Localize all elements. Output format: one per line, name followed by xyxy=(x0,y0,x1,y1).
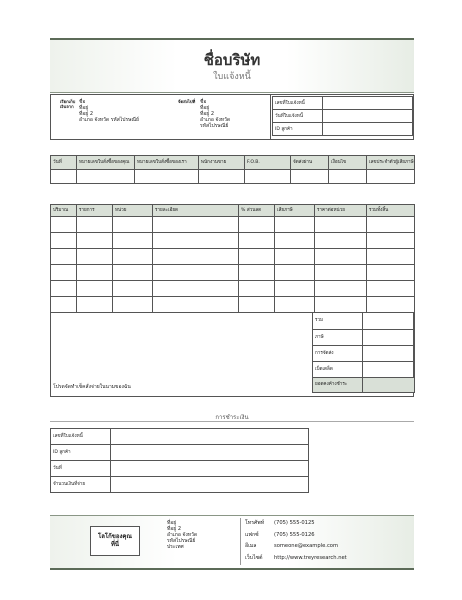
table-row xyxy=(51,281,415,297)
document-title: ใบแจ้งหนี้ xyxy=(213,72,251,82)
bill-to-line: ที่อยู่ xyxy=(79,105,89,111)
order-header: F.O.B. xyxy=(245,156,291,170)
totals-table xyxy=(312,313,415,393)
items-header: % ส่วนลด xyxy=(239,205,275,217)
items-header: รวมทั้งสิ้น xyxy=(367,205,415,217)
ship-to-label: จัดส่งไปที่ xyxy=(178,99,196,104)
table-row xyxy=(51,217,415,233)
order-cell[interactable] xyxy=(329,170,367,184)
email-value[interactable]: someone@example.com xyxy=(274,543,339,549)
items-header: รายการ xyxy=(77,205,113,217)
customer-id-label: ID ลูกค้า xyxy=(273,123,323,136)
items-header: ปริมาณ xyxy=(51,205,77,217)
ship-to-line: รหัสไปรษณีย์ xyxy=(200,123,229,129)
invoice-date-label: วันที่ใบแจ้งหนี้ xyxy=(273,110,323,123)
shipping-label: การจัดส่ง xyxy=(313,345,363,361)
tax-value[interactable] xyxy=(363,329,415,345)
logo-text: โลโก้ของคุณที่นี่ xyxy=(98,533,132,548)
order-header: หมายเลขใบสั่งซื้อของเรา xyxy=(135,156,199,170)
ship-to-line: อำเภอ จังหวัด xyxy=(200,117,231,123)
order-header: เลขประจำตัวผู้เสียภาษี xyxy=(367,156,415,170)
website-value[interactable]: http://www.treyresearch.net xyxy=(274,554,347,561)
footer-divider xyxy=(240,518,241,565)
items-header: รายละเอียด xyxy=(153,205,239,217)
payment-table xyxy=(50,428,309,493)
footer-address-line: ที่อยู่ xyxy=(167,520,177,526)
table-row xyxy=(51,265,415,281)
order-header: พนักงานขาย xyxy=(199,156,245,170)
order-table xyxy=(50,155,415,184)
fax-row xyxy=(245,530,347,542)
payable-note: โปรดจัดทำเช็คสั่งจ่ายในนามของฉัน xyxy=(53,384,131,390)
invoice-number-value[interactable] xyxy=(323,97,413,110)
payment-invoice-value[interactable] xyxy=(111,429,309,445)
invoice-date-value[interactable] xyxy=(323,110,413,123)
order-cell[interactable] xyxy=(77,170,135,184)
order-cell[interactable] xyxy=(199,170,245,184)
footer-address-line: ประเทศ xyxy=(167,544,184,550)
table-row xyxy=(51,233,415,249)
table-row xyxy=(51,297,415,313)
order-cell[interactable] xyxy=(367,170,415,184)
invoice-info-table xyxy=(272,96,413,136)
tax-label: ภาษี xyxy=(313,329,363,345)
bill-to-line: ที่อยู่ 2 xyxy=(79,111,93,117)
footer-address-line: ที่อยู่ 2 xyxy=(167,526,181,532)
customer-id-value[interactable] xyxy=(323,123,413,136)
table-row xyxy=(51,249,415,265)
invoice-page xyxy=(50,38,414,568)
order-cell[interactable] xyxy=(291,170,329,184)
ship-to-line: ที่อยู่ 2 xyxy=(200,111,214,117)
order-header: หมายเลขใบสั่งซื้อของคุณ xyxy=(77,156,135,170)
phone-value: (705) 555-0125 xyxy=(274,520,315,526)
company-name: ชื่อบริษัท xyxy=(203,51,261,69)
balance-due-label: ยอดคงค้างชำระ xyxy=(313,377,363,392)
misc-value[interactable] xyxy=(363,361,415,377)
subtotal-value[interactable] xyxy=(363,313,415,329)
items-header: เสียภาษี xyxy=(275,205,315,217)
order-cell[interactable] xyxy=(51,170,77,184)
payment-customer-label: ID ลูกค้า xyxy=(51,445,111,461)
invoice-number-label: เลขที่ใบแจ้งหนี้ xyxy=(273,97,323,110)
bill-to-line: อำเภอ จังหวัด รหัสไปรษณีย์ xyxy=(79,117,139,123)
order-header: วันที่ xyxy=(51,156,77,170)
payment-invoice-label: เลขที่ใบแจ้งหนี้ xyxy=(51,429,111,445)
ship-to-line: ที่อยู่ xyxy=(200,105,210,111)
footer-address xyxy=(167,520,197,550)
payment-amount-label: จำนวนเงินที่จ่าย xyxy=(51,477,111,493)
fax-value: (705) 555-0126 xyxy=(274,531,315,538)
balance-due-value[interactable] xyxy=(363,377,415,392)
payment-customer-value[interactable] xyxy=(111,445,309,461)
bill-to-label: เรียกเก็บเงินจาก xyxy=(60,99,76,109)
phone-label: โทรศัพท์ xyxy=(245,520,265,526)
ship-to-address xyxy=(200,99,230,129)
footer-address-line: อำเภอ จังหวัด xyxy=(167,532,198,538)
payment-date-value[interactable] xyxy=(111,461,309,477)
order-cell[interactable] xyxy=(135,170,199,184)
payment-amount-value[interactable] xyxy=(111,477,309,493)
order-cell[interactable] xyxy=(245,170,291,184)
footer-contacts xyxy=(245,518,347,564)
phone-row xyxy=(245,518,347,530)
order-header: จัดส่งผ่าน xyxy=(291,156,329,170)
misc-label: เบ็ดเตล็ด xyxy=(313,361,363,377)
logo-box xyxy=(90,526,140,556)
fax-label: แฟกซ์ xyxy=(245,531,259,538)
bill-to-address xyxy=(79,99,139,123)
items-table xyxy=(50,204,415,313)
ship-to-line: ชื่อ xyxy=(200,99,207,105)
shipping-value[interactable] xyxy=(363,345,415,361)
bill-to-line: ชื่อ xyxy=(79,99,86,105)
website-row xyxy=(245,553,347,565)
order-header: เงื่อนไข xyxy=(329,156,367,170)
email-label: อีเมล xyxy=(245,543,257,549)
items-header: ราคาต่อหน่วย xyxy=(315,205,367,217)
items-header: หน่วย xyxy=(113,205,153,217)
payment-title: การชำระเงิน xyxy=(215,414,249,421)
footer-address-line: รหัสไปรษณีย์ xyxy=(167,538,196,544)
email-row xyxy=(245,541,347,553)
subtotal-label: รวม xyxy=(313,313,363,329)
website-label: เว็บไซต์ xyxy=(245,554,263,561)
payment-date-label: วันที่ xyxy=(51,461,111,477)
